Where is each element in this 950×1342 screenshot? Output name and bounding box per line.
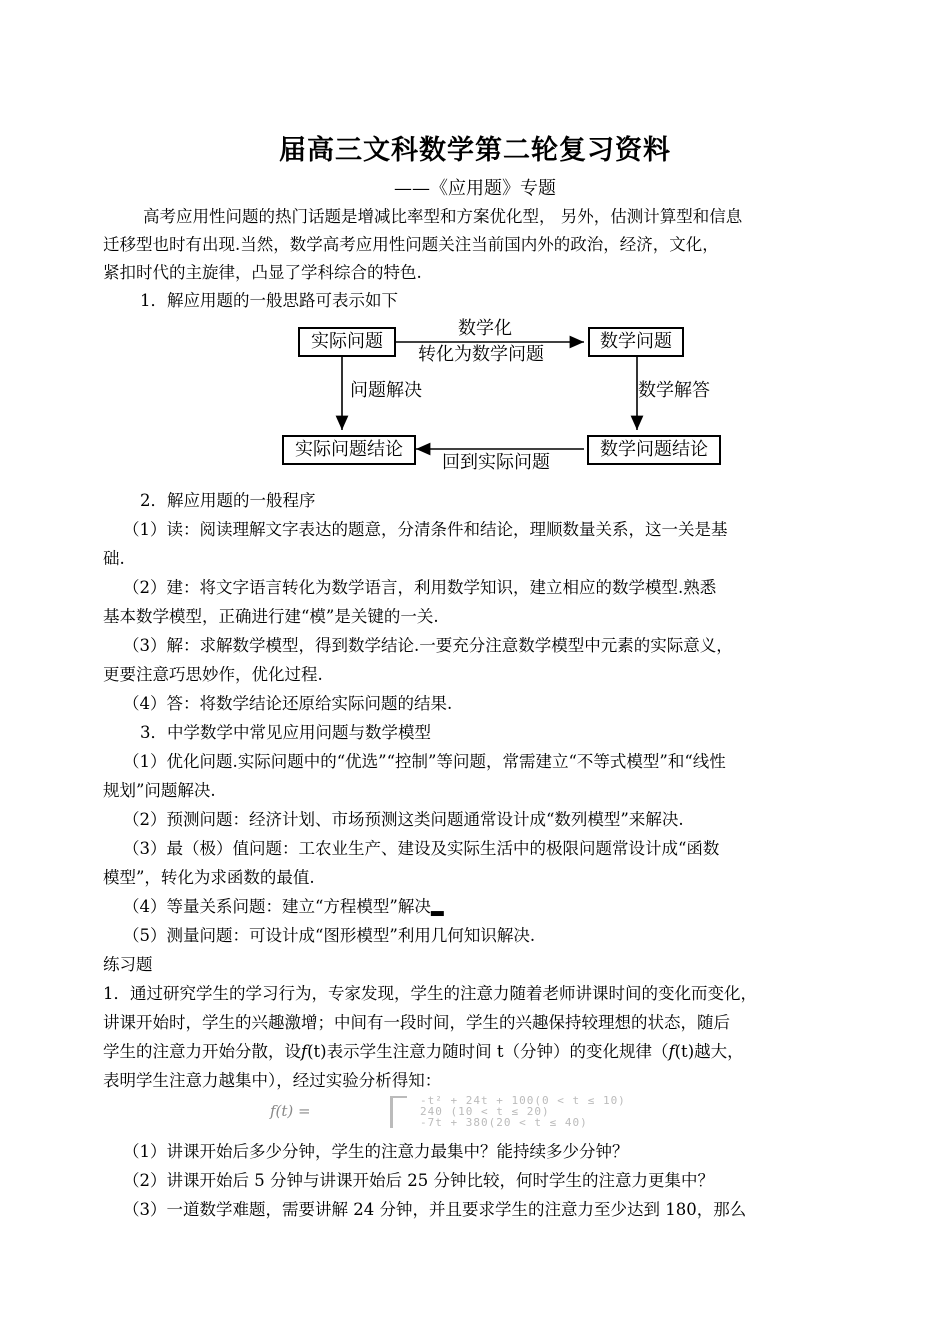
question-1-line-a: 1．通过研究学生的学习行为，专家发现，学生的注意力随着老师讲课时间的变化而变化， <box>103 984 757 1003</box>
q1-c-post: 越大， <box>694 1042 744 1061</box>
q1-c-t: (t) <box>307 1042 327 1061</box>
intro-line-3: 紧扣时代的主旋律，凸显了学科综合的特色. <box>103 263 422 282</box>
document-subtitle: ——《应用题》专题 <box>394 178 556 199</box>
label-return: 回到实际问题 <box>442 452 550 473</box>
label-convert: 转化为数学问题 <box>418 344 544 365</box>
question-1-sub-1: （1）讲课开始后多少分钟，学生的注意力最集中？能持续多少分钟？ <box>123 1142 629 1161</box>
piecewise-formula <box>270 1094 810 1130</box>
label-math-answer: 数学解答 <box>638 380 710 401</box>
q1-c-f: f <box>301 1042 308 1061</box>
model-2-line: （2）预测问题：经济计划、市场预测这类问题通常设计成“数列模型”来解决. <box>123 810 684 829</box>
model-4-line: （4）等量关系问题：建立“方程模型”解决▂ <box>123 897 444 916</box>
model-1-line-a: （1）优化问题.实际问题中的“优选”“控制”等问题，常需建立“不等式模型”和“线性 <box>123 752 726 771</box>
label-mathematize: 数学化 <box>458 318 512 339</box>
intro-line-1: 高考应用性问题的热门话题是增减比率型和方案优化型， 另外，估测计算型和信息 <box>143 207 743 226</box>
model-3-line-a: （3）最（极）值问题：工农业生产、建设及实际生活中的极限问题常设计成“函数 <box>123 839 720 858</box>
formula-line-2: 240 (10 < t ≤ 20) <box>420 1105 550 1118</box>
section-3-heading: 3．中学数学中常见应用问题与数学模型 <box>140 723 431 742</box>
step-4-line: （4）答：将数学结论还原给实际问题的结果. <box>123 694 453 713</box>
section-1-heading: 1．解应用题的一般思路可表示如下 <box>140 291 398 310</box>
question-1-sub-2: （2）讲课开始后 5 分钟与讲课开始后 25 分钟比较，何时学生的注意力更集中？ <box>123 1171 714 1190</box>
step-2-line-b: 基本数学模型，正确进行建“模”是关键的一关. <box>103 607 439 626</box>
section-2-heading: 2．解应用题的一般程序 <box>140 491 316 510</box>
step-1-line-b: 础. <box>103 549 125 568</box>
box-math-conclusion: 数学问题结论 <box>587 435 721 465</box>
question-1-line-b: 讲课开始时，学生的兴趣激增；中间有一段时间，学生的兴趣保持较理想的状态，随后 <box>103 1013 730 1032</box>
flowchart-diagram <box>282 318 732 478</box>
step-3-line-a: （3）解：求解数学模型，得到数学结论.一要充分注意数学模型中元素的实际意义， <box>123 636 733 655</box>
model-3-line-b: 模型”，转化为求函数的最值. <box>103 868 315 887</box>
box-math-problem: 数学问题 <box>588 327 684 357</box>
step-3-line-b: 更要注意巧思妙作，优化过程. <box>103 665 323 684</box>
practice-heading: 练习题 <box>103 955 153 974</box>
q1-c-f2: f <box>668 1042 675 1061</box>
formula-line-3: -7t + 380(20 < t ≤ 40) <box>420 1116 588 1129</box>
q1-c-t2: (t) <box>674 1042 695 1061</box>
box-real-problem: 实际问题 <box>298 327 396 357</box>
question-1-sub-3: （3）一道数学难题，需要讲解 24 分钟，并且要求学生的注意力至少达到 180，那么 <box>123 1200 747 1219</box>
model-5-line: （5）测量问题：可设计成“图形模型”利用几何知识解决. <box>123 926 536 945</box>
model-1-line-b: 规划”问题解决. <box>103 781 216 800</box>
box-real-conclusion: 实际问题结论 <box>282 435 416 465</box>
formula-line-1: -t² + 24t + 100(0 < t ≤ 10) <box>420 1094 626 1107</box>
intro-line-2: 迁移型也时有出现.当然，数学高考应用性问题关注当前国内外的政治，经济，文化， <box>103 235 719 254</box>
question-1-line-d: 表明学生注意力越集中），经过实验分析得知： <box>103 1071 442 1090</box>
q1-c-pre: 学生的注意力开始分散，设 <box>103 1042 301 1061</box>
document-title: 届高三文科数学第二轮复习资料 <box>279 135 671 166</box>
step-1-line-a: （1）读：阅读理解文字表达的题意，分清条件和结论，理顺数量关系，这一关是基 <box>123 520 728 539</box>
question-1-line-c <box>103 1039 848 1065</box>
formula-lhs: f(t) = <box>270 1102 311 1120</box>
q1-c-mid: 表示学生注意力随时间 t（分钟）的变化规律（ <box>326 1042 669 1061</box>
formula-brace <box>390 1096 407 1128</box>
step-2-line-a: （2）建：将文字语言转化为数学语言，利用数学知识，建立相应的数学模型.熟悉 <box>123 578 717 597</box>
label-solve-problem: 问题解决 <box>350 380 422 401</box>
